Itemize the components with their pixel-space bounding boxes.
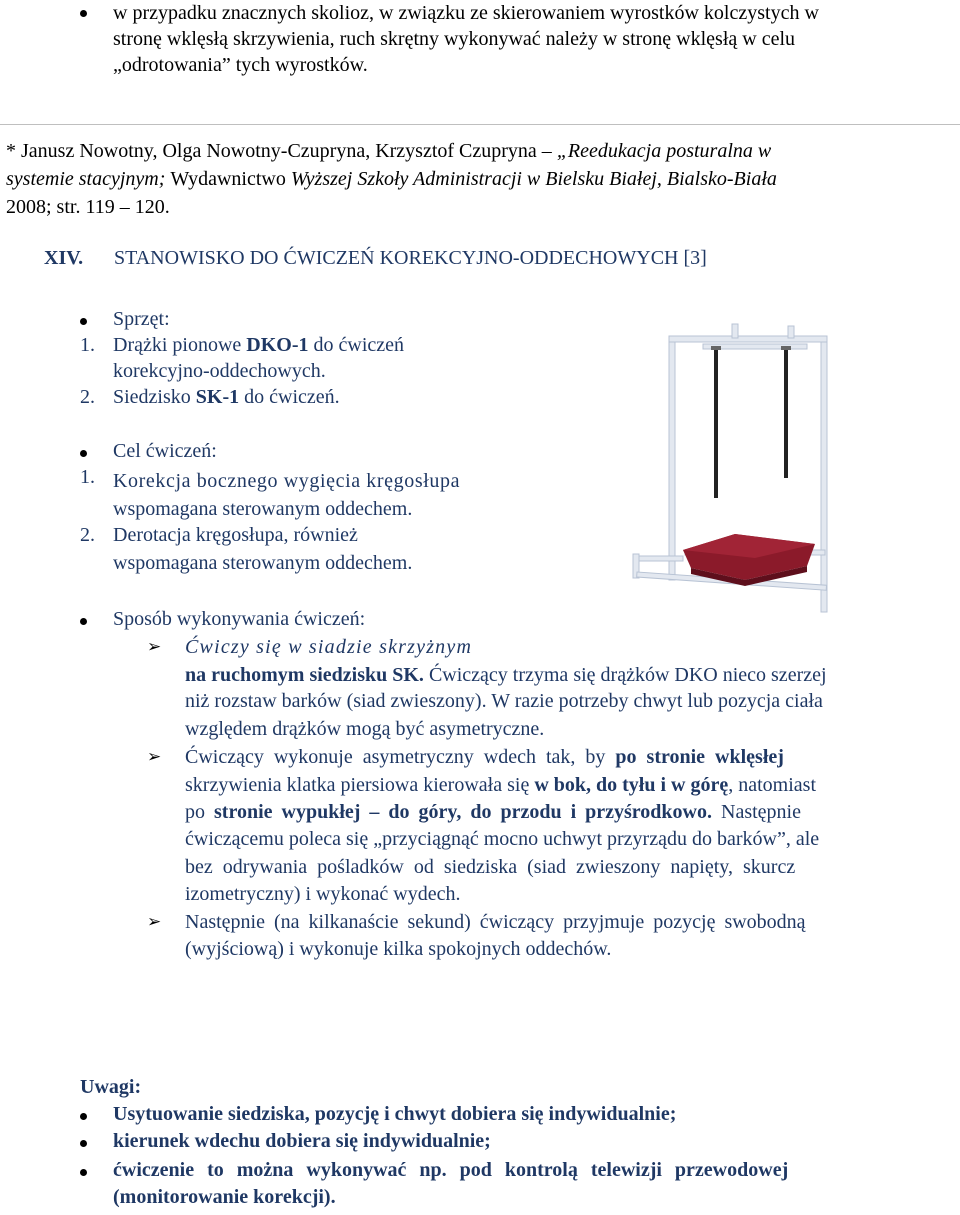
method-step-bold: na ruchomym siedzisku SK. [185,664,424,686]
method-step-text: Ćwiczący wykonuje asymetryczny wdech tak, by [185,746,616,768]
equipment-heading: Sprzęt: [113,308,170,330]
reference-publisher-label: Wydawnictwo [170,168,291,190]
notes-item: ćwiczenie to można wykonywać np. pod kontrolą telewizji przewodowej [113,1159,789,1181]
equipment-text: do ćwiczeń [308,334,405,356]
equipment-item [113,332,404,358]
method-step-line [185,799,956,825]
method-step-text: skrzywienia klatka piersiowa kierowała się [185,774,535,796]
equipment-item-cont: korekcyjno-oddechowych. [113,360,326,382]
handle-bar-right [784,348,788,478]
bullet-dot [80,450,87,457]
equipment-text: Drążki pionowe [113,334,247,356]
method-step-line: względem drążków mogą być asymetryczne. [185,718,545,740]
goal-item-cont: wspomagana sterowanym oddechem. [113,552,413,574]
method-heading: Sposób wykonywania ćwiczeń: [113,608,366,630]
arrow-bullet-icon: ➢ [147,747,162,767]
reference-line [6,138,956,164]
arrow-bullet-icon: ➢ [147,637,162,657]
method-step-line: niż rozstaw barków (siad zwieszony). W razie potrzeby chwyt lub pozycja ciała [185,690,823,712]
method-step-line: (wyjściową) i wykonuje kilka spokojnych oddechów. [185,938,612,960]
goal-item-number: 2. [80,524,95,546]
section-number: XIV. [44,247,84,269]
equipment-code: DKO-1 [246,334,309,356]
intro-line: stronę wklęsłą skrzywienia, ruch skrętny wykonywać należy w stronę wklęsłą w celu [113,28,796,50]
handle-bar-left [714,348,718,498]
equipment-code: SK-1 [195,386,240,408]
method-step-text: Ćwiczący trzyma się drążków DKO nieco szerzej [423,664,827,686]
method-step-line: bez odrywania pośladków od siedziska (siad zwieszony napięty, skurcz [185,856,796,878]
reference-line: 2008; str. 119 – 120. [6,196,170,218]
goal-item-cont: wspomagana sterowanym oddechem. [113,498,413,520]
bullet-dot [80,618,87,625]
reference-title-cont: systemie stacyjnym; [6,168,171,190]
separator-line [0,124,960,125]
equipment-text: do ćwiczeń. [239,386,340,408]
reference-title: „Reedukacja posturalna w [556,140,772,162]
method-step-line [185,772,956,798]
notes-heading: Uwagi: [80,1076,142,1098]
bullet-dot [80,1169,87,1176]
goal-item: Derotacja kręgosłupa, również [113,524,358,546]
method-step-text: po [185,801,214,823]
method-step-title: Ćwiczy się w siadzie skrzyżnym [185,636,473,658]
equipment-item-number: 1. [80,334,95,356]
method-step-line [185,744,956,770]
method-step-line: ćwiczącemu poleca się „przyciągnąć mocno uchwyt przyrządu do barków”, ale [185,828,820,850]
equipment-text: Siedzisko [113,386,196,408]
bullet-dot [80,1140,87,1147]
goal-item: Korekcja bocznego wygięcia kręgosłupa [113,470,461,492]
equipment-item-number: 2. [80,386,95,408]
method-step-bold: po stronie wklęsłej [615,746,784,768]
reference-line [6,166,956,192]
method-step-line: Następnie (na kilkanaście sekund) ćwiczący przyjmuje pozycję swobodną [185,911,806,933]
method-step-text: , natomiast [728,774,816,796]
intro-line: „odrotowania” tych wyrostków. [113,54,368,76]
method-step-bold: stronie wypukłej – do góry, do przodu i przyśrodkowo. [214,801,712,823]
goal-item-number: 1. [80,466,95,488]
section-title: STANOWISKO DO ĆWICZEŃ KOREKCYJNO-ODDECHOWYCH [3] [114,247,707,269]
bullet-dot [80,1113,87,1120]
method-step-line [185,662,956,688]
intro-line: w przypadku znacznych skolioz, w związku ze skierowaniem wyrostków kolczystych w [113,2,819,24]
bullet-dot [80,10,87,17]
goal-heading: Cel ćwiczeń: [113,440,217,462]
exercise-station-illustration [625,318,840,618]
reference-publisher: Wyższej Szkoły Administracji w Bielsku Białej, Bialsko-Biała [290,168,777,190]
equipment-item [113,384,340,410]
arrow-bullet-icon: ➢ [147,912,162,932]
notes-item: kierunek wdechu dobiera się indywidualnie; [113,1130,491,1152]
bullet-dot [80,318,87,325]
notes-item-cont: (monitorowanie korekcji). [113,1186,336,1208]
method-step-line: izometryczny) i wykonać wydech. [185,883,461,905]
reference-authors: * Janusz Nowotny, Olga Nowotny-Czupryna, Krzysztof Czupryna – [6,140,557,162]
method-step-text: Następnie [712,801,801,823]
section-heading [44,245,83,271]
method-step-bold: w bok, do tyłu i w górę [534,774,729,796]
notes-item: Usytuowanie siedziska, pozycję i chwyt dobiera się indywidualnie; [113,1103,677,1125]
